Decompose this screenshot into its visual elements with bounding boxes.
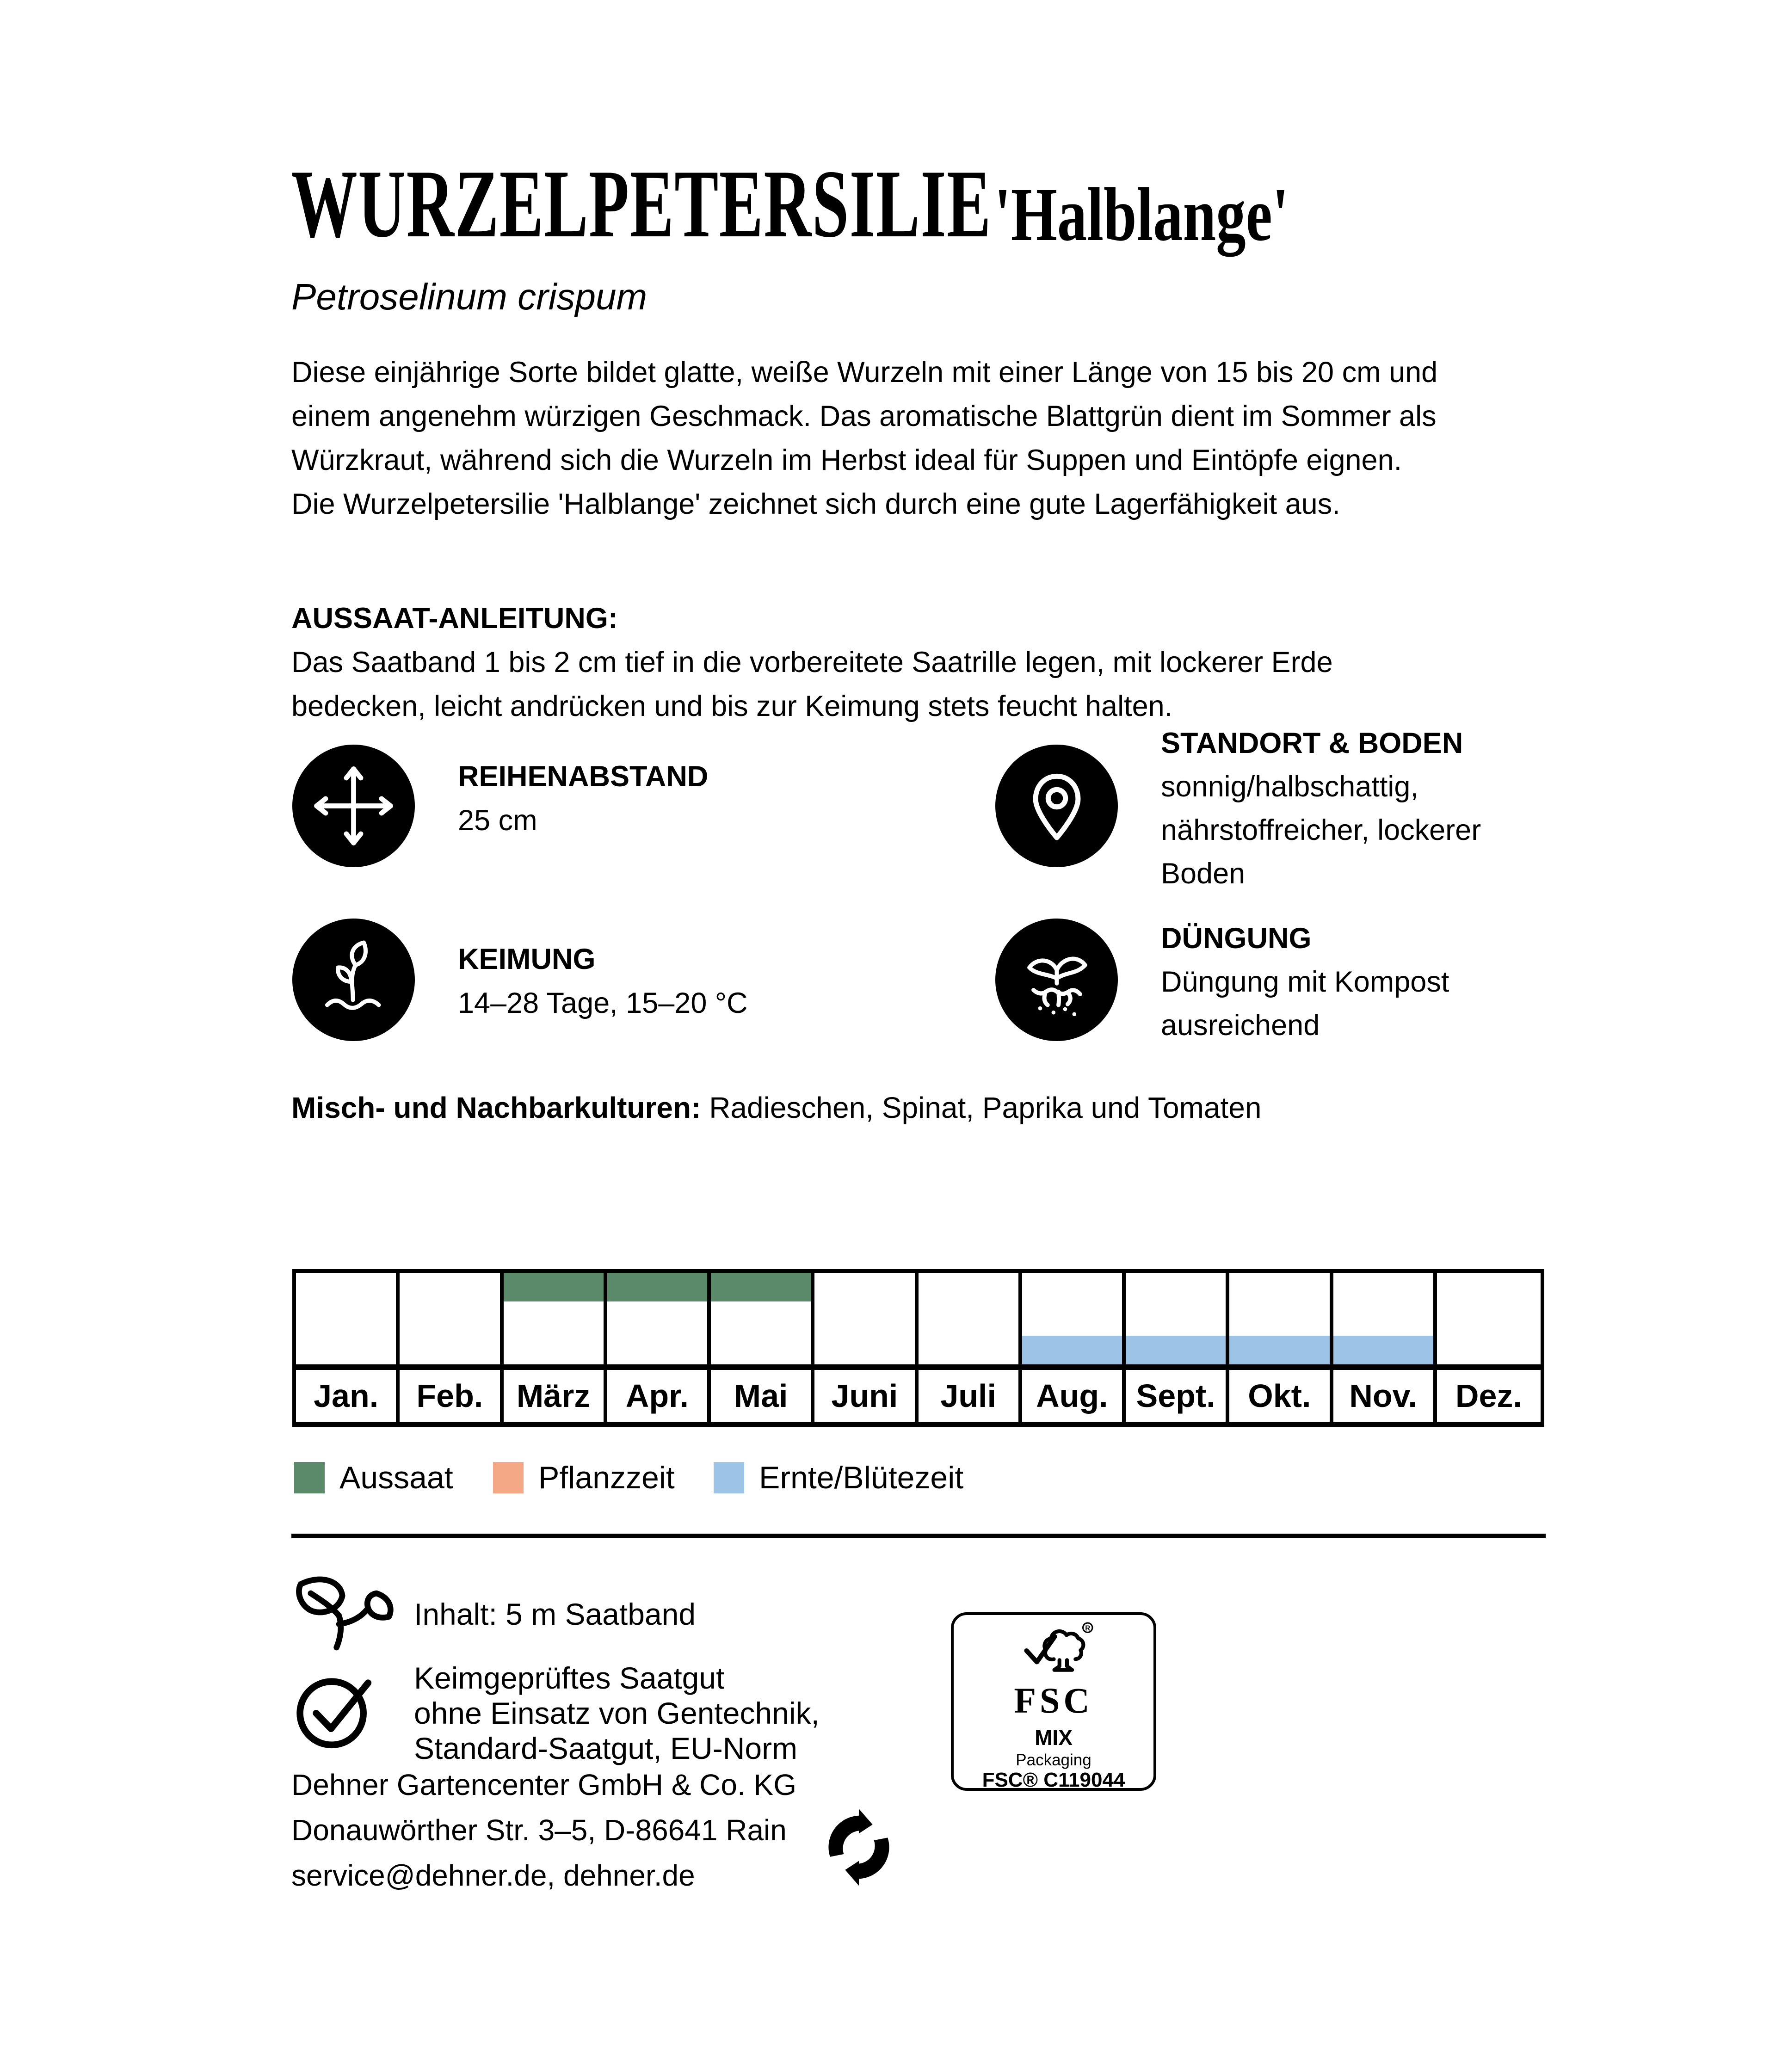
description-line: einem angenehm würzigen Geschmack. Das aromatische Blattgrün dient im Sommer als [291, 400, 1437, 432]
legend-item-pflanzzeit [493, 1460, 675, 1496]
month-label: Okt. [1229, 1370, 1333, 1422]
month-label: März [504, 1370, 607, 1422]
description-line: Diese einjährige Sorte bildet glatte, weiße Wurzeln mit einer Länge von 15 bis 20 cm und [291, 356, 1438, 388]
check-circle-icon [293, 1669, 374, 1750]
legend-label: Ernte/Blütezeit [759, 1460, 964, 1495]
month-label: Jan. [296, 1370, 400, 1422]
month-label: Mai [711, 1370, 814, 1422]
calendar-body [296, 1273, 1541, 1370]
tile-value: Düngung mit Kompost [1161, 966, 1449, 998]
fsc-packaging-label: Packaging [1016, 1751, 1092, 1769]
month-label: Nov. [1333, 1370, 1437, 1422]
address-line: service@dehner.de, dehner.de [291, 1859, 695, 1892]
tile-value: Boden [1161, 857, 1246, 890]
sowing-line: bedecken, leicht andrücken und bis zur Keimung stets feucht halten. [291, 690, 1173, 722]
row-spacing-badge [292, 745, 415, 867]
calendar-month-row [296, 1370, 1541, 1422]
tile-value: 25 cm [458, 804, 537, 837]
quality-statement [414, 1660, 820, 1766]
fertilizing-info [1161, 917, 1449, 1047]
fsc-tree-icon [984, 1622, 1123, 1678]
description-line: Würzkraut, während sich die Wurzeln im Herbst ideal für Suppen und Eintöpfe eignen. [291, 444, 1402, 476]
variety-name: 'Halblange' [994, 172, 1289, 257]
fsc-wordmark: FSC [1014, 1680, 1093, 1720]
month-label: Juli [919, 1370, 1022, 1422]
calendar-grid [296, 1273, 1541, 1364]
tile-heading: DÜNGUNG [1161, 922, 1312, 955]
month-label: Apr. [607, 1370, 711, 1422]
ernte-swatch [714, 1462, 744, 1493]
month-label: Aug. [1022, 1370, 1126, 1422]
tile-value: sonnig/halbschattig, [1161, 771, 1418, 803]
companion-label: Misch- und Nachbarkulturen: [291, 1091, 701, 1124]
tile-value: nährstoffreicher, lockerer [1161, 814, 1481, 846]
sowing-line: Das Saatband 1 bis 2 cm tief in die vorbereitete Saatrille legen, mit lockerer Erde [291, 646, 1333, 678]
map-pin-icon [1018, 767, 1096, 845]
fsc-mix-label: MIX [1035, 1726, 1073, 1750]
aussaat-swatch [294, 1462, 325, 1493]
page-title: WURZELPETERSILIE [291, 150, 992, 258]
sowing-harvest-calendar [292, 1269, 1544, 1427]
tile-heading: STANDORT & BODEN [1161, 727, 1463, 759]
leaf-sprig-icon [288, 1572, 399, 1656]
arrows-cross-icon [308, 761, 399, 851]
quality-line: Keimgeprüftes Saatgut [414, 1661, 725, 1695]
tile-heading: KEIMUNG [458, 943, 596, 975]
content-amount: Inhalt: 5 m Saatband [414, 1597, 696, 1631]
pflanzzeit-swatch [493, 1462, 524, 1493]
location-info [1161, 722, 1481, 895]
tile-value: ausreichend [1161, 1009, 1320, 1042]
green-dot-recycling-icon [818, 1806, 900, 1888]
germination-badge [292, 919, 415, 1041]
legend-item-aussaat [294, 1460, 453, 1496]
quality-line: Standard-Saatgut, EU-Norm [414, 1731, 798, 1765]
month-label: Sept. [1126, 1370, 1229, 1422]
description-line: Die Wurzelpetersilie 'Halblange' zeichnet sich durch eine gute Lagerfähigkeit aus. [291, 488, 1340, 520]
month-label: Feb. [400, 1370, 503, 1422]
svg-text:R: R [1085, 1624, 1091, 1633]
sowing-instructions [291, 597, 1333, 728]
legend-label: Aussaat [339, 1460, 453, 1495]
fsc-certification-box [951, 1612, 1156, 1791]
companion-plants [291, 1091, 1261, 1125]
manufacturer-address [291, 1762, 796, 1898]
address-line: Dehner Gartencenter GmbH & Co. KG [291, 1768, 796, 1801]
fertilizing-badge [995, 919, 1118, 1041]
tile-value: 14–28 Tage, 15–20 °C [458, 987, 748, 1019]
row-spacing-info [458, 755, 708, 843]
sprout-icon [312, 938, 395, 1022]
botanical-name: Petroselinum crispum [291, 276, 648, 317]
legend-item-ernte [714, 1460, 963, 1496]
companion-value: Radieschen, Spinat, Paprika und Tomaten [709, 1091, 1262, 1124]
description-paragraph [291, 351, 1437, 526]
tile-heading: REIHENABSTAND [458, 760, 709, 793]
germination-info [458, 937, 748, 1025]
legend-label: Pflanzzeit [538, 1460, 675, 1495]
plant-roots-icon [1015, 938, 1098, 1022]
quality-line: ohne Einsatz von Gentechnik, [414, 1696, 820, 1730]
address-line: Donauwörther Str. 3–5, D-86641 Rain [291, 1813, 787, 1847]
month-label: Dez. [1455, 1378, 1522, 1414]
sowing-heading: AUSSAAT-ANLEITUNG: [291, 602, 618, 635]
location-badge [995, 745, 1118, 867]
fsc-license-number: FSC® C119044 [982, 1769, 1125, 1791]
month-label: Juni [814, 1370, 918, 1422]
divider-rule [291, 1534, 1546, 1538]
